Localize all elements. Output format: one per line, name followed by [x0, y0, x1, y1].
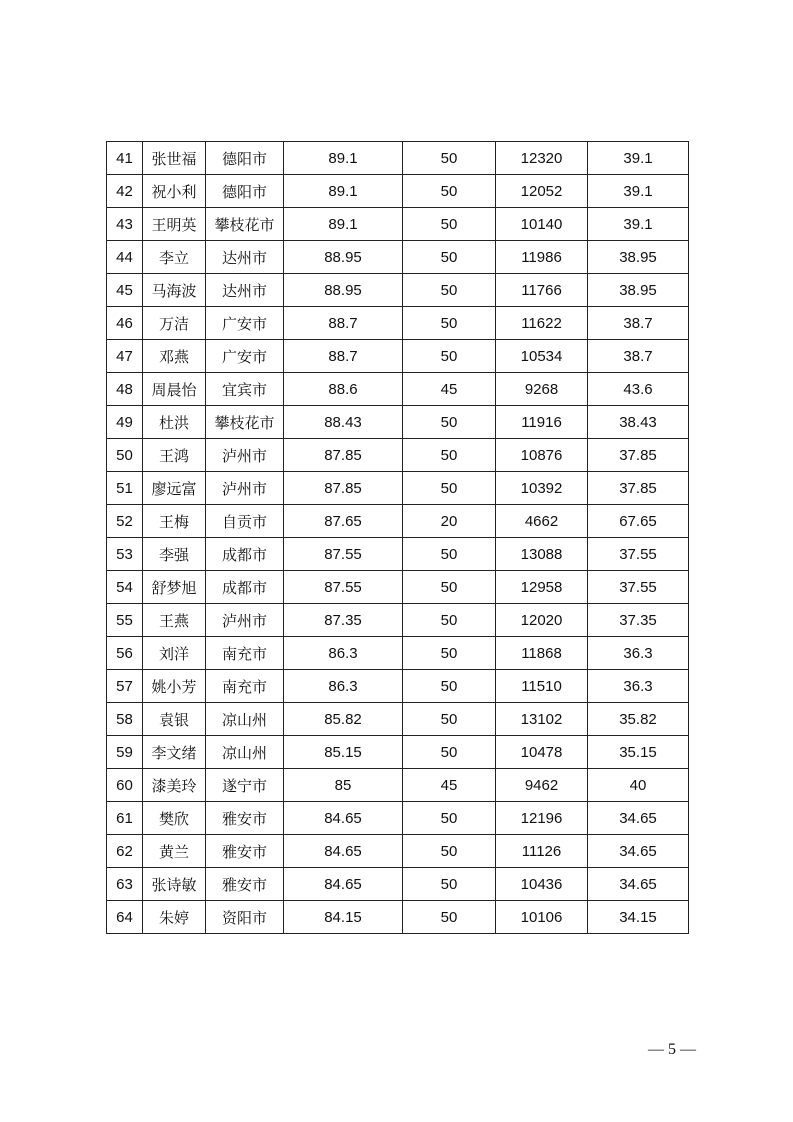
city-cell: 泸州市 [206, 472, 284, 505]
rank-cell: 57 [107, 670, 143, 703]
city-cell: 广安市 [206, 307, 284, 340]
result-cell: 37.55 [588, 538, 689, 571]
name-cell: 刘洋 [143, 637, 206, 670]
score-cell: 89.1 [284, 175, 403, 208]
name-cell: 张诗敏 [143, 868, 206, 901]
value-cell: 50 [403, 901, 496, 934]
amount-cell: 11126 [496, 835, 588, 868]
value-cell: 50 [403, 406, 496, 439]
name-cell: 祝小利 [143, 175, 206, 208]
amount-cell: 11622 [496, 307, 588, 340]
table-row [107, 274, 689, 307]
result-cell: 35.15 [588, 736, 689, 769]
name-cell: 马海波 [143, 274, 206, 307]
table-row [107, 340, 689, 373]
city-cell: 雅安市 [206, 835, 284, 868]
score-cell: 87.85 [284, 472, 403, 505]
value-cell: 50 [403, 604, 496, 637]
ranking-table-body [107, 142, 689, 934]
value-cell: 50 [403, 142, 496, 175]
result-cell: 38.7 [588, 340, 689, 373]
rank-cell: 55 [107, 604, 143, 637]
value-cell: 50 [403, 439, 496, 472]
score-cell: 86.3 [284, 637, 403, 670]
score-cell: 86.3 [284, 670, 403, 703]
amount-cell: 10534 [496, 340, 588, 373]
rank-cell: 47 [107, 340, 143, 373]
rank-cell: 42 [107, 175, 143, 208]
amount-cell: 10436 [496, 868, 588, 901]
result-cell: 37.55 [588, 571, 689, 604]
result-cell: 40 [588, 769, 689, 802]
table-row [107, 670, 689, 703]
score-cell: 88.95 [284, 274, 403, 307]
amount-cell: 12196 [496, 802, 588, 835]
name-cell: 漆美玲 [143, 769, 206, 802]
ranking-table [106, 141, 689, 934]
rank-cell: 41 [107, 142, 143, 175]
rank-cell: 46 [107, 307, 143, 340]
score-cell: 88.7 [284, 340, 403, 373]
rank-cell: 59 [107, 736, 143, 769]
rank-cell: 52 [107, 505, 143, 538]
table-row [107, 604, 689, 637]
city-cell: 南充市 [206, 637, 284, 670]
amount-cell: 11916 [496, 406, 588, 439]
city-cell: 攀枝花市 [206, 208, 284, 241]
result-cell: 35.82 [588, 703, 689, 736]
rank-cell: 58 [107, 703, 143, 736]
table-row [107, 769, 689, 802]
table-row [107, 307, 689, 340]
value-cell: 50 [403, 340, 496, 373]
result-cell: 37.85 [588, 439, 689, 472]
rank-cell: 62 [107, 835, 143, 868]
name-cell: 樊欣 [143, 802, 206, 835]
amount-cell: 13102 [496, 703, 588, 736]
amount-cell: 12320 [496, 142, 588, 175]
table-row [107, 703, 689, 736]
city-cell: 自贡市 [206, 505, 284, 538]
rank-cell: 61 [107, 802, 143, 835]
city-cell: 泸州市 [206, 604, 284, 637]
city-cell: 达州市 [206, 274, 284, 307]
value-cell: 50 [403, 208, 496, 241]
result-cell: 43.6 [588, 373, 689, 406]
city-cell: 达州市 [206, 241, 284, 274]
value-cell: 50 [403, 538, 496, 571]
result-cell: 39.1 [588, 208, 689, 241]
result-cell: 34.65 [588, 868, 689, 901]
city-cell: 宜宾市 [206, 373, 284, 406]
table-row [107, 208, 689, 241]
rank-cell: 53 [107, 538, 143, 571]
name-cell: 王梅 [143, 505, 206, 538]
name-cell: 朱婷 [143, 901, 206, 934]
rank-cell: 60 [107, 769, 143, 802]
rank-cell: 50 [107, 439, 143, 472]
table-row [107, 802, 689, 835]
amount-cell: 10140 [496, 208, 588, 241]
city-cell: 遂宁市 [206, 769, 284, 802]
city-cell: 雅安市 [206, 802, 284, 835]
score-cell: 85.15 [284, 736, 403, 769]
result-cell: 39.1 [588, 175, 689, 208]
rank-cell: 43 [107, 208, 143, 241]
table-row [107, 175, 689, 208]
city-cell: 德阳市 [206, 142, 284, 175]
score-cell: 85.82 [284, 703, 403, 736]
value-cell: 50 [403, 241, 496, 274]
amount-cell: 10106 [496, 901, 588, 934]
score-cell: 88.7 [284, 307, 403, 340]
result-cell: 38.7 [588, 307, 689, 340]
city-cell: 凉山州 [206, 736, 284, 769]
amount-cell: 11766 [496, 274, 588, 307]
name-cell: 黄兰 [143, 835, 206, 868]
table-row [107, 736, 689, 769]
name-cell: 张世福 [143, 142, 206, 175]
table-row [107, 505, 689, 538]
score-cell: 84.65 [284, 868, 403, 901]
name-cell: 邓燕 [143, 340, 206, 373]
amount-cell: 12020 [496, 604, 588, 637]
value-cell: 50 [403, 571, 496, 604]
amount-cell: 10876 [496, 439, 588, 472]
rank-cell: 45 [107, 274, 143, 307]
amount-cell: 13088 [496, 538, 588, 571]
result-cell: 36.3 [588, 637, 689, 670]
table-row [107, 406, 689, 439]
score-cell: 87.65 [284, 505, 403, 538]
name-cell: 王鸿 [143, 439, 206, 472]
table-row [107, 835, 689, 868]
rank-cell: 48 [107, 373, 143, 406]
result-cell: 38.95 [588, 274, 689, 307]
value-cell: 50 [403, 274, 496, 307]
city-cell: 泸州市 [206, 439, 284, 472]
name-cell: 王明英 [143, 208, 206, 241]
table-row [107, 538, 689, 571]
table-row [107, 439, 689, 472]
name-cell: 李文绪 [143, 736, 206, 769]
name-cell: 李强 [143, 538, 206, 571]
score-cell: 84.65 [284, 802, 403, 835]
name-cell: 李立 [143, 241, 206, 274]
value-cell: 50 [403, 835, 496, 868]
table-row [107, 868, 689, 901]
city-cell: 凉山州 [206, 703, 284, 736]
city-cell: 雅安市 [206, 868, 284, 901]
amount-cell: 11510 [496, 670, 588, 703]
amount-cell: 9462 [496, 769, 588, 802]
score-cell: 87.55 [284, 538, 403, 571]
rank-cell: 49 [107, 406, 143, 439]
result-cell: 34.15 [588, 901, 689, 934]
amount-cell: 12052 [496, 175, 588, 208]
name-cell: 万洁 [143, 307, 206, 340]
result-cell: 37.85 [588, 472, 689, 505]
table-row [107, 142, 689, 175]
score-cell: 85 [284, 769, 403, 802]
score-cell: 84.15 [284, 901, 403, 934]
rank-cell: 63 [107, 868, 143, 901]
result-cell: 34.65 [588, 802, 689, 835]
rank-cell: 56 [107, 637, 143, 670]
name-cell: 舒梦旭 [143, 571, 206, 604]
city-cell: 南充市 [206, 670, 284, 703]
value-cell: 50 [403, 868, 496, 901]
score-cell: 88.43 [284, 406, 403, 439]
city-cell: 攀枝花市 [206, 406, 284, 439]
score-cell: 84.65 [284, 835, 403, 868]
value-cell: 45 [403, 769, 496, 802]
value-cell: 50 [403, 472, 496, 505]
result-cell: 36.3 [588, 670, 689, 703]
rank-cell: 51 [107, 472, 143, 505]
result-cell: 37.35 [588, 604, 689, 637]
score-cell: 87.85 [284, 439, 403, 472]
score-cell: 87.35 [284, 604, 403, 637]
city-cell: 成都市 [206, 571, 284, 604]
amount-cell: 11868 [496, 637, 588, 670]
rank-cell: 64 [107, 901, 143, 934]
result-cell: 39.1 [588, 142, 689, 175]
amount-cell: 11986 [496, 241, 588, 274]
table-row [107, 373, 689, 406]
table-row [107, 901, 689, 934]
value-cell: 20 [403, 505, 496, 538]
amount-cell: 10478 [496, 736, 588, 769]
score-cell: 88.95 [284, 241, 403, 274]
score-cell: 89.1 [284, 142, 403, 175]
city-cell: 资阳市 [206, 901, 284, 934]
score-cell: 87.55 [284, 571, 403, 604]
result-cell: 67.65 [588, 505, 689, 538]
amount-cell: 10392 [496, 472, 588, 505]
result-cell: 38.95 [588, 241, 689, 274]
name-cell: 王燕 [143, 604, 206, 637]
name-cell: 廖远富 [143, 472, 206, 505]
amount-cell: 9268 [496, 373, 588, 406]
value-cell: 50 [403, 703, 496, 736]
table-row [107, 571, 689, 604]
amount-cell: 4662 [496, 505, 588, 538]
value-cell: 50 [403, 307, 496, 340]
name-cell: 周晨怡 [143, 373, 206, 406]
city-cell: 广安市 [206, 340, 284, 373]
name-cell: 姚小芳 [143, 670, 206, 703]
name-cell: 杜洪 [143, 406, 206, 439]
result-cell: 38.43 [588, 406, 689, 439]
city-cell: 成都市 [206, 538, 284, 571]
value-cell: 50 [403, 802, 496, 835]
value-cell: 50 [403, 175, 496, 208]
amount-cell: 12958 [496, 571, 588, 604]
value-cell: 45 [403, 373, 496, 406]
score-cell: 88.6 [284, 373, 403, 406]
rank-cell: 54 [107, 571, 143, 604]
score-cell: 89.1 [284, 208, 403, 241]
rank-cell: 44 [107, 241, 143, 274]
value-cell: 50 [403, 637, 496, 670]
value-cell: 50 [403, 736, 496, 769]
table-row [107, 637, 689, 670]
city-cell: 德阳市 [206, 175, 284, 208]
table-row [107, 241, 689, 274]
page-number: — 5 — [648, 1041, 696, 1058]
value-cell: 50 [403, 670, 496, 703]
result-cell: 34.65 [588, 835, 689, 868]
table-row [107, 472, 689, 505]
name-cell: 袁银 [143, 703, 206, 736]
